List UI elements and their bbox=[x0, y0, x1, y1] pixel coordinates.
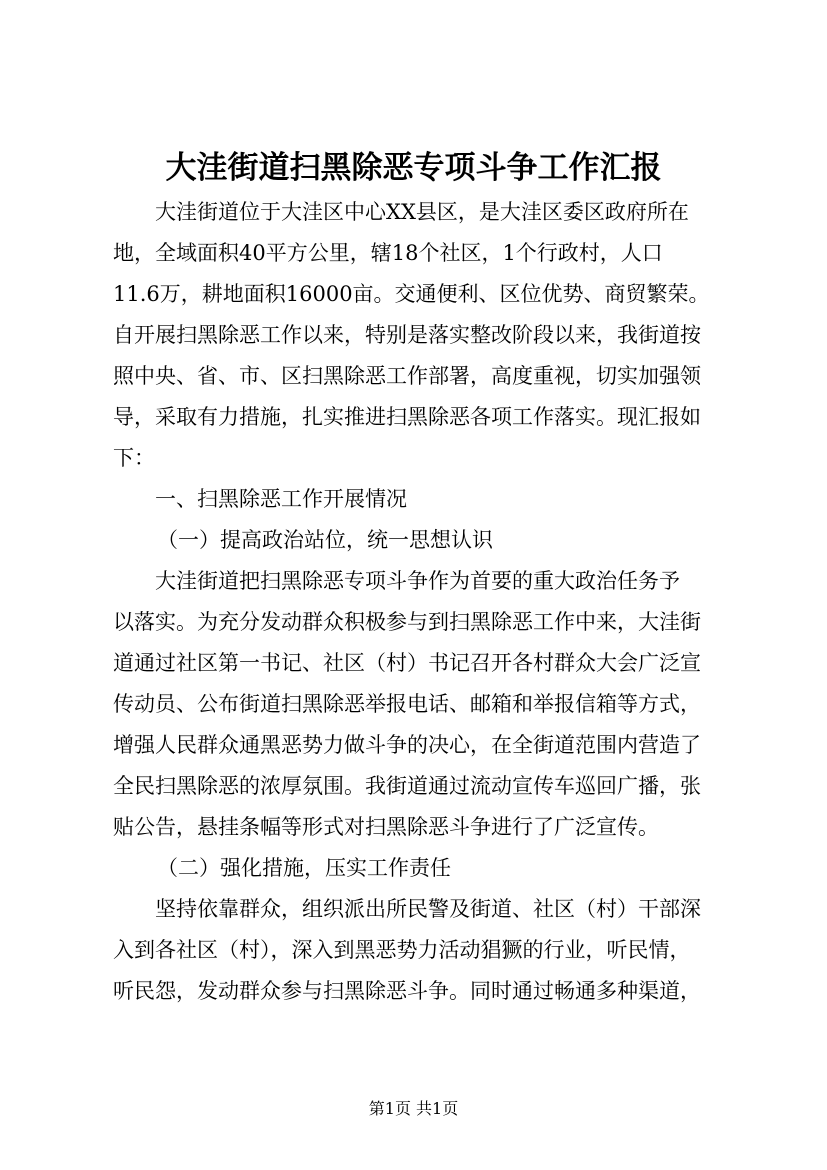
paragraph-line: 导，采取有力措施，扎实推进扫黑除恶各项工作落实。现汇报如 bbox=[113, 405, 701, 429]
paragraph-line: 11.6万，耕地面积16000亩。交通便利、区位优势、商贸繁荣。 bbox=[113, 282, 710, 306]
paragraph-line: 自开展扫黑除恶工作以来，特别是落实整改阶段以来，我街道按 bbox=[113, 323, 701, 347]
paragraph-line: 传动员、公布街道扫黑除恶举报电话、邮箱和举报信箱等方式， bbox=[113, 692, 701, 716]
paragraph-line: 下： bbox=[113, 446, 155, 470]
paragraph-line: 贴公告，悬挂条幅等形式对扫黑除恶斗争进行了广泛宣传。 bbox=[113, 815, 659, 839]
paragraph-line: 道通过社区第一书记、社区（村）书记召开各村群众大会广泛宣 bbox=[113, 651, 701, 675]
subsection-heading: （一）提高政治站位，统一思想认识 bbox=[157, 528, 493, 552]
paragraph-line: 大洼街道把扫黑除恶专项斗争作为首要的重大政治任务予 bbox=[155, 569, 680, 593]
page-footer: 第1页 共1页 bbox=[368, 1099, 459, 1118]
paragraph-line: 增强人民群众通黑恶势力做斗争的决心，在全街道范围内营造了 bbox=[113, 733, 701, 757]
section-heading: 一、扫黑除恶工作开展情况 bbox=[155, 487, 407, 511]
paragraph-line: 以落实。为充分发动群众积极参与到扫黑除恶工作中来，大洼街 bbox=[113, 610, 701, 634]
paragraph-line: 地，全域面积40平方公里，辖18个社区，1个行政村，人口 bbox=[113, 241, 663, 265]
paragraph-line: 坚持依靠群众，组织派出所民警及街道、社区（村）干部深 bbox=[155, 897, 701, 921]
paragraph-line: 大洼街道位于大洼区中心XX县区，是大洼区委区政府所在 bbox=[155, 200, 689, 224]
paragraph-line: 入到各社区（村），深入到黑恶势力活动猖獗的行业，听民情， bbox=[113, 938, 691, 962]
paragraph-line: 照中央、省、市、区扫黑除恶工作部署，高度重视，切实加强领 bbox=[113, 364, 701, 388]
document-title: 大洼街道扫黑除恶专项斗争工作汇报 bbox=[165, 150, 662, 186]
paragraph-line: 全民扫黑除恶的浓厚氛围。我街道通过流动宣传车巡回广播，张 bbox=[113, 774, 701, 798]
subsection-heading: （二）强化措施，压实工作责任 bbox=[157, 856, 451, 880]
paragraph-line: 听民怨，发动群众参与扫黑除恶斗争。同时通过畅通多种渠道， bbox=[113, 979, 701, 1003]
document-body bbox=[113, 192, 743, 1012]
